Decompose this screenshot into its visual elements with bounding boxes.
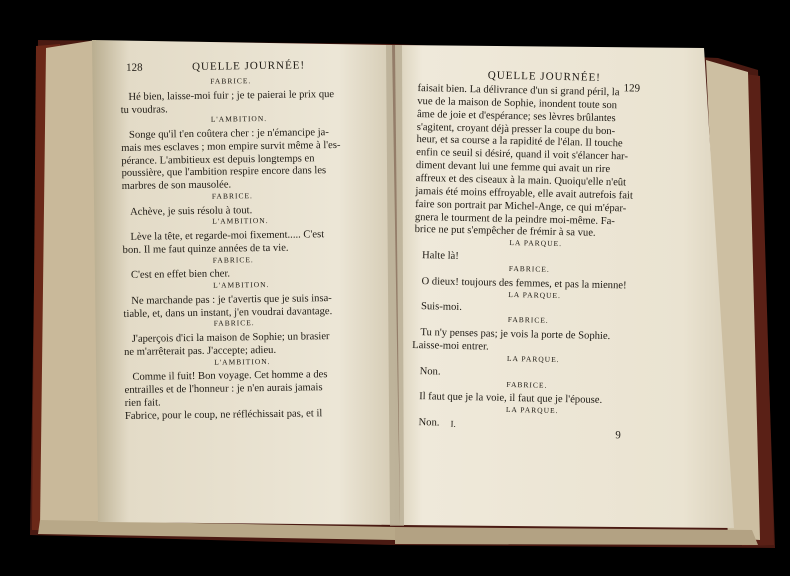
text-line: mais mes esclaves ; mon empire survit même à l'es- bbox=[121, 139, 341, 154]
text-line: pérance. L'ambitieux est depuis longtemps en bbox=[121, 152, 315, 167]
text-line: gnera le tourment de la peindre moi-même. Fa- bbox=[414, 211, 615, 227]
text-line: ne m'arrêterait pas. J'accepte; adieu. bbox=[123, 344, 277, 358]
running-head-left: QUELLE JOURNÉE! bbox=[191, 59, 306, 73]
speaker-name: L'AMBITION. bbox=[210, 114, 268, 124]
text-line: Comme il fuit! Bon voyage. Cet homme a des bbox=[132, 369, 328, 384]
text-line: marbres de son mausolée. bbox=[121, 179, 232, 192]
text-line: Non. bbox=[418, 417, 440, 429]
text-line: Suis-moi. bbox=[420, 301, 463, 314]
speaker-name: LA PARQUE. bbox=[506, 353, 560, 364]
page-number-left: 128 bbox=[125, 61, 143, 74]
text-line: Achève, je suis résolu à tout. bbox=[130, 204, 253, 218]
text-line: Ne marchande pas : je t'avertis que je suis insa- bbox=[131, 292, 332, 307]
text-line: Halte là! bbox=[421, 250, 459, 262]
speaker-name: FABRICE. bbox=[212, 254, 254, 265]
speaker-name: L'AMBITION. bbox=[212, 216, 269, 226]
speaker-name: L'AMBITION. bbox=[213, 279, 270, 290]
speaker-name: LA PARQUE. bbox=[509, 238, 563, 249]
text-line: brice ne put s'empêcher de frémir à sa vue. bbox=[414, 224, 596, 240]
text-line: âme de joie et d'espérance; ses lèvres brûlantes bbox=[416, 108, 616, 124]
text-line: tiable, et, dans un instant, j'en voudrai davantage. bbox=[123, 305, 333, 320]
text-line: faire son portrait par Michel-Ange, ce qui m'épar- bbox=[415, 198, 627, 215]
speaker-name: L'AMBITION. bbox=[214, 356, 271, 367]
text-line: C'est en effet bien cher. bbox=[130, 268, 231, 282]
text-line: affreux et des ciseaux à la main. Quoiqu'elle n'eût bbox=[415, 172, 627, 189]
text-line: Non. bbox=[419, 365, 441, 378]
speaker-name: LA PARQUE. bbox=[505, 405, 559, 416]
text-line: poussière, que l'ambition respire encore dans les bbox=[121, 165, 327, 180]
speaker-name: FABRICE. bbox=[210, 76, 252, 86]
speaker-name: FABRICE. bbox=[211, 190, 253, 201]
text-line: enfin ce seuil si désiré, quand il voit s'élancer har- bbox=[416, 147, 629, 163]
text-line: Hé bien, laisse-moi fuir ; je te paierai le prix que bbox=[128, 88, 335, 103]
speaker-name: FABRICE. bbox=[508, 263, 550, 274]
page-edges-left bbox=[40, 40, 100, 528]
text-line: Songe qu'il t'en coûtera cher : je n'émancipe ja- bbox=[128, 127, 329, 141]
speaker-name: FABRICE. bbox=[506, 379, 548, 390]
text-line: Fabrice, pour le coup, ne réfléchissait pas, et il bbox=[124, 407, 323, 422]
text-line: heur, et sa course a la rapidité de l'élan. Il touche bbox=[416, 134, 623, 150]
text-line: O dieux! toujours des femmes, et pas la mienne! bbox=[421, 275, 627, 292]
speaker-name: FABRICE. bbox=[507, 315, 549, 326]
text-line: diment devant lui une femme qui avait un rire bbox=[415, 160, 611, 176]
signature-mark: I. bbox=[450, 418, 456, 429]
text-line: jamais été moins effroyable, elle avait autrefois fait bbox=[415, 185, 633, 202]
text-line: Lève la tête, et regarde-moi fixement..... C'est bbox=[130, 229, 325, 243]
text-line: Tu n'y penses pas; je vois la porte de Sophie. bbox=[420, 327, 611, 343]
text-line: Laisse-moi entrer. bbox=[412, 339, 489, 353]
text-line: J'aperçois d'ici la maison de Sophie; un brasier bbox=[131, 331, 330, 345]
text-line: vue de la maison de Sophie, inondent toute son bbox=[417, 95, 618, 112]
text-line: s'agitent, croyant déjà presser la coupe du bon- bbox=[416, 121, 616, 137]
left-page-text bbox=[120, 58, 396, 482]
speaker-name: LA PARQUE. bbox=[508, 289, 562, 300]
text-line: Il faut que je la voie, il faut que je l'épouse. bbox=[418, 391, 603, 407]
speaker-name: FABRICE. bbox=[213, 318, 255, 328]
running-head-right: QUELLE JOURNÉE! bbox=[487, 69, 602, 84]
folio-number: 9 bbox=[615, 429, 621, 442]
text-line: faisait bien. La délivrance d'un si grand péril, la bbox=[417, 82, 620, 99]
text-line: rien fait. bbox=[124, 397, 161, 409]
page-number-right: 129 bbox=[623, 82, 641, 95]
text-line: entrailles et de l'honneur : je n'en aurais jamais bbox=[124, 382, 323, 396]
right-page-text bbox=[410, 68, 668, 473]
text-line: bon. Il me faut quinze années de ta vie. bbox=[122, 242, 289, 256]
text-line: tu voudras. bbox=[120, 103, 168, 116]
